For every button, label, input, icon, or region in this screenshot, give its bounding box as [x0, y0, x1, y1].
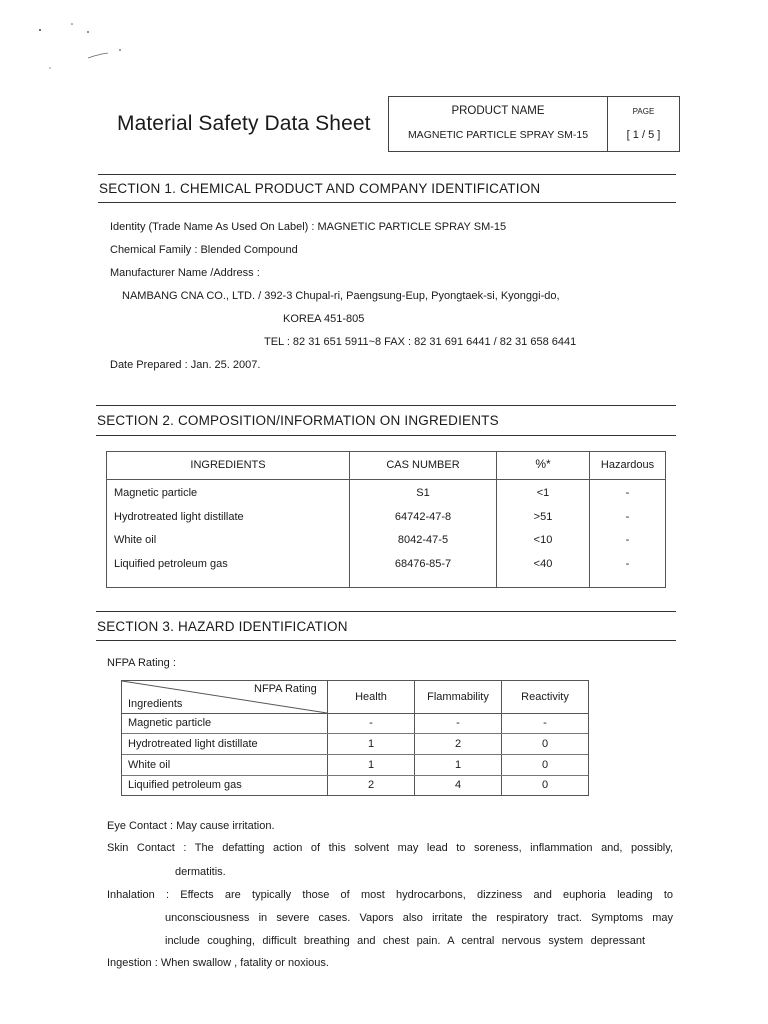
section3-bottom-rule	[96, 640, 676, 641]
table-cell: -	[456, 717, 460, 729]
corner-nfpa-rating: NFPA Rating	[254, 683, 317, 695]
table-cell: White oil	[114, 534, 157, 546]
table-cell: 0	[541, 779, 549, 791]
col-header-ingredients: INGREDIENTS	[190, 459, 266, 471]
product-name-value: MAGNETIC PARTICLE SPRAY SM-15	[407, 129, 589, 141]
table-cell: 2	[367, 779, 375, 791]
table-cell: 68476-85-7	[394, 558, 452, 570]
section2-top-rule	[96, 405, 676, 406]
skin-contact-line-1: Skin Contact : The defatting action of this solvent may lead to soreness, inflammation and, possibly,	[107, 842, 673, 854]
section3-top-rule	[96, 611, 676, 612]
address-line-1: NAMBANG CNA CO., LTD. / 392-3 Chupal-ri, Paengsung-Eup, Pyongtaek-si, Kyonggi-do,	[122, 290, 560, 302]
table-cell: <40	[533, 558, 553, 570]
ingredients-table	[106, 451, 666, 588]
table-cell: -	[625, 558, 630, 570]
table-cell: 64742-47-8	[394, 511, 452, 523]
page-number: [ 1 / 5 ]	[626, 129, 661, 141]
product-name-label: PRODUCT NAME	[451, 105, 545, 117]
box-divider	[607, 97, 608, 151]
table-cell: Magnetic particle	[128, 717, 212, 729]
chemical-family: Chemical Family : Blended Compound	[110, 244, 298, 256]
table-cell: <1	[536, 487, 550, 499]
section1-bottom-rule	[98, 202, 676, 203]
scan-specks	[30, 20, 140, 70]
table-cell: -	[625, 511, 630, 523]
row-divider	[122, 733, 588, 734]
address-line-2: KOREA 451-805	[283, 313, 365, 325]
table-cell: 1	[367, 759, 375, 771]
row-divider	[122, 775, 588, 776]
col-header-health: Health	[355, 691, 387, 703]
table-cell: 8042-47-5	[397, 534, 449, 546]
document-title: Material Safety Data Sheet	[117, 112, 371, 135]
product-name-box	[388, 96, 680, 152]
table-cell: 2	[454, 738, 462, 750]
ingestion: Ingestion : When swallow , fatality or noxious.	[107, 957, 329, 969]
phone-fax: TEL : 82 31 651 5911~8 FAX : 82 31 691 6441 / 82 31 658 6441	[264, 336, 577, 348]
nfpa-rating-label: NFPA Rating :	[107, 657, 176, 669]
date-prepared: Date Prepared : Jan. 25. 2007.	[110, 359, 261, 371]
section2-bottom-rule	[96, 435, 676, 436]
table-cell: -	[369, 717, 373, 729]
table-cell: 0	[541, 738, 549, 750]
table-cell: >51	[533, 511, 553, 523]
section1-top-rule	[98, 174, 676, 175]
table-cell: 1	[454, 759, 462, 771]
col-header-hazardous: Hazardous	[600, 459, 655, 471]
table-cell: Liquified petroleum gas	[114, 558, 228, 570]
table-cell: <10	[533, 534, 553, 546]
table-cell: Hydrotreated light distillate	[114, 511, 244, 523]
inhalation-line-2: unconsciousness in severe cases. Vapors also irritate the respiratory tract. Symptoms may	[165, 912, 673, 924]
col-header-cas: CAS NUMBER	[386, 459, 460, 471]
table-cell: Liquified petroleum gas	[128, 779, 242, 791]
page-label: PAGE	[632, 107, 655, 116]
eye-contact: Eye Contact : May cause irritation.	[107, 820, 275, 832]
col-header-reactivity: Reactivity	[521, 691, 569, 703]
nfpa-table	[121, 680, 589, 796]
table-cell: Hydrotreated light distillate	[128, 738, 258, 750]
table-cell: 0	[541, 759, 549, 771]
table-cell: S1	[416, 487, 430, 499]
corner-ingredients: Ingredients	[128, 698, 183, 710]
table-cell: Magnetic particle	[114, 487, 198, 499]
inhalation-line-3: include coughing, difficult breathing and chest pain. A central nervous system depressant	[165, 935, 645, 947]
section1-title: SECTION 1. CHEMICAL PRODUCT AND COMPANY IDENTIFICATION	[99, 181, 541, 196]
table-cell: 1	[367, 738, 375, 750]
table-cell: 4	[454, 779, 462, 791]
table-cell: White oil	[128, 759, 171, 771]
col-header-flammability: Flammability	[427, 691, 489, 703]
identity-line: Identity (Trade Name As Used On Label) : MAGNETIC PARTICLE SPRAY SM-15	[110, 221, 507, 233]
table-cell: -	[625, 487, 630, 499]
table-cell: -	[543, 717, 547, 729]
inhalation-line-1: Inhalation : Effects are typically those of most hydrocarbons, dizziness and euphoria leading to	[107, 889, 673, 901]
row-divider	[122, 754, 588, 755]
section3-title: SECTION 3. HAZARD IDENTIFICATION	[97, 619, 348, 634]
col-header-percent: %*	[535, 457, 551, 471]
header-divider	[122, 713, 588, 714]
manufacturer-label: Manufacturer Name /Address :	[110, 267, 260, 279]
header-divider	[107, 479, 665, 480]
skin-contact-line-2: dermatitis.	[175, 866, 226, 878]
section2-title: SECTION 2. COMPOSITION/INFORMATION ON INGREDIENTS	[97, 413, 499, 428]
table-cell: -	[625, 534, 630, 546]
